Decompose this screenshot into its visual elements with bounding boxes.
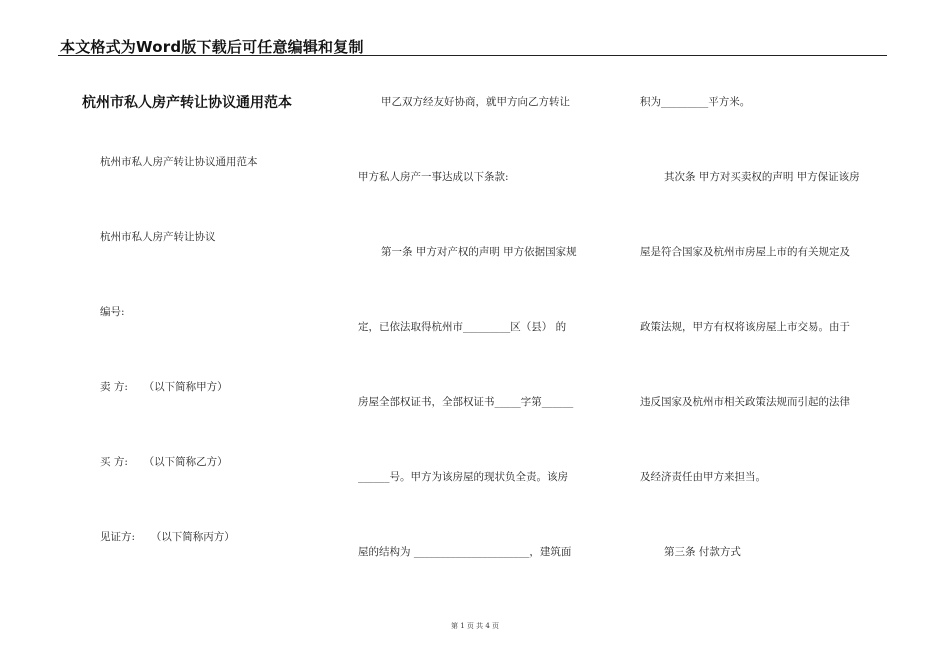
col3-line-2: 其次条 甲方对买卖权的声明 甲方保证该房	[664, 171, 860, 183]
col2-line-5: 房屋全部权证书，全部权证书_____字第______	[358, 396, 574, 408]
col2-line-6: ______号。甲方为该房屋的现状负全责。该房	[358, 471, 568, 483]
col3-line-6: 及经济责任由甲方来担当。	[640, 471, 766, 483]
col1-line-3: 编号:	[100, 306, 125, 318]
col3-line-3: 屋是符合国家及杭州市房屋上市的有关规定及	[640, 246, 850, 258]
col1-line-1: 杭州市私人房产转让协议通用范本	[100, 156, 258, 168]
col1-line-4: 卖 方: （以下简称甲方）	[100, 381, 228, 393]
document-title: 杭州市私人房产转让协议通用范本	[82, 95, 292, 111]
col3-line-1: 积为_________平方米。	[640, 96, 751, 108]
col1-line-5: 买 方: （以下简称乙方）	[100, 456, 228, 468]
col2-line-7: 屋的结构为 ______________________，建筑面	[358, 546, 572, 558]
header-title: 本文格式为Word版下载后可任意编辑和复制	[60, 38, 364, 56]
header-rule	[58, 55, 887, 56]
col2-line-3: 第一条 甲方对产权的声明 甲方依据国家规	[381, 246, 577, 258]
col3-line-4: 政策法规，甲方有权将该房屋上市交易。由于	[640, 321, 850, 333]
col3-line-7: 第三条 付款方式	[664, 546, 741, 558]
col2-line-4: 定，已依法取得杭州市_________区（县） 的	[358, 321, 567, 333]
page-footer: 第 1 页 共 4 页	[450, 622, 500, 630]
col3-line-5: 违反国家及杭州市相关政策法规而引起的法律	[640, 396, 850, 408]
col1-line-2: 杭州市私人房产转让协议	[100, 231, 216, 243]
col1-line-6: 见证方: （以下简称丙方）	[100, 531, 235, 543]
col2-line-1: 甲乙双方经友好协商，就甲方向乙方转让	[381, 96, 570, 108]
col2-line-2: 甲方私人房产一事达成以下条款:	[358, 171, 509, 183]
